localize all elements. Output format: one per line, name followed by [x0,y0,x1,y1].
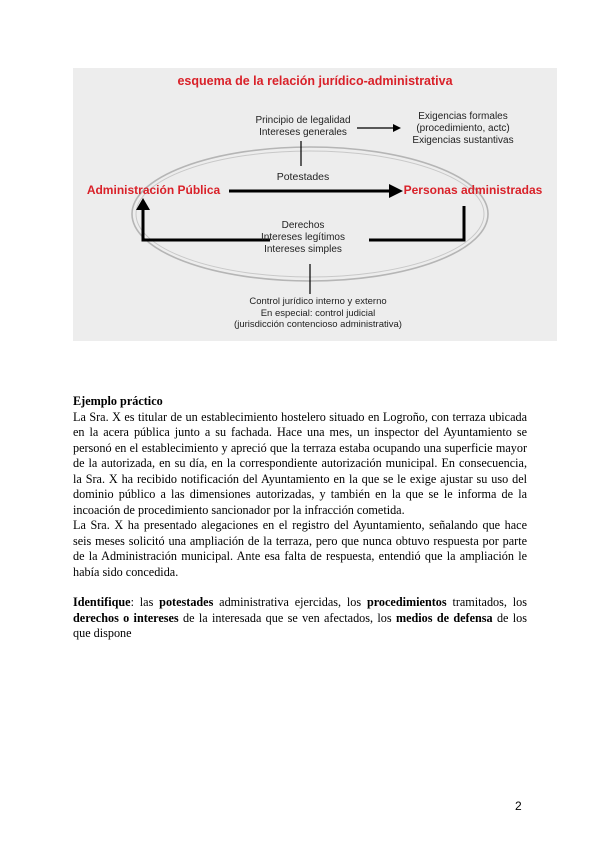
exigencias-line-2: (procedimiento, actc) [416,123,510,134]
task-potestades: potestades [159,595,214,609]
exigencias-line-3: Exigencias sustantivas [412,135,514,146]
legality-line-2: Intereses generales [259,127,347,138]
ellipse-outer [132,147,488,281]
ellipse-inner [136,151,484,277]
example-paragraph-2: La Sra. X ha presentado alegaciones en el registro del Ayuntamiento, señalando que hace seis meses solicitó una ampliación de la terraza, pero que nunca obtuvo respuesta por parte de la Administración municipal. Ante esa falta de respuesta, entendió que la ampliación le había sido concedida. [73,518,527,579]
control-label [193,296,443,331]
task-text-5: de los que dispone [73,610,528,640]
diagram-title: esquema de la relación jurídico-administrativa [177,74,453,88]
document-body [73,394,527,642]
task-paragraph [73,595,527,642]
legality-line-1: Principio de legalidad [255,115,351,126]
derechos-line-1: Derechos [281,220,325,231]
exigencias-line-1: Exigencias formales [418,111,508,122]
derechos-line-3: Intereses simples [264,244,342,255]
administracion-label: Administración Pública [86,183,221,197]
example-heading: Ejemplo práctico [73,394,163,408]
return-path-right [369,206,464,240]
task-text-4: de la interesada que se ven afectados, los [178,610,396,625]
control-line-2: En especial: control judicial [260,307,376,319]
task-procedimientos: procedimientos [366,595,447,609]
task-derechos: derechos o intereses [73,610,179,625]
legality-label [223,115,383,139]
task-identifique: Identifique [73,595,131,609]
paragraph-spacer [73,580,527,595]
control-line-1: Control jurídico interno y externo [249,296,387,307]
personas-label: Personas administradas [403,183,543,197]
exigencias-label [373,111,553,147]
task-text-3: tramitados, los [446,595,527,609]
task-medios: medios de defensa [395,610,493,625]
derechos-label [223,220,383,256]
page-number: 2 [515,799,522,813]
example-paragraph-1: La Sra. X es titular de un establecimiento hostelero situado en Logroño, con terraza ubicada en la acera pública junto a su fachada. Hace una mes, un inspector del Ayuntamiento se personó en el establecimiento y apreció que la terraza estaba ocupando una superficie mayor de la autorizada, en su día, en la correspondiente autorización municipal. En consecuencia, la Sra. X ha recibido notificación del Ayuntamiento en la que se le exige ajustar su uso del dominio público a las dimensiones autorizadas, y también en la que se le informa de la incoación de procedimiento sancionador por la infracción cometida. [73,409,527,517]
derechos-line-2: Intereses legítimos [261,232,345,243]
potestades-label: Potestades [276,171,330,183]
task-text-1: : las [130,595,160,609]
control-line-3: (jurisdicción contencioso administrativa) [234,319,402,330]
task-text-2: administrativa ejercidas, los [213,595,367,609]
relationship-diagram [73,68,557,341]
